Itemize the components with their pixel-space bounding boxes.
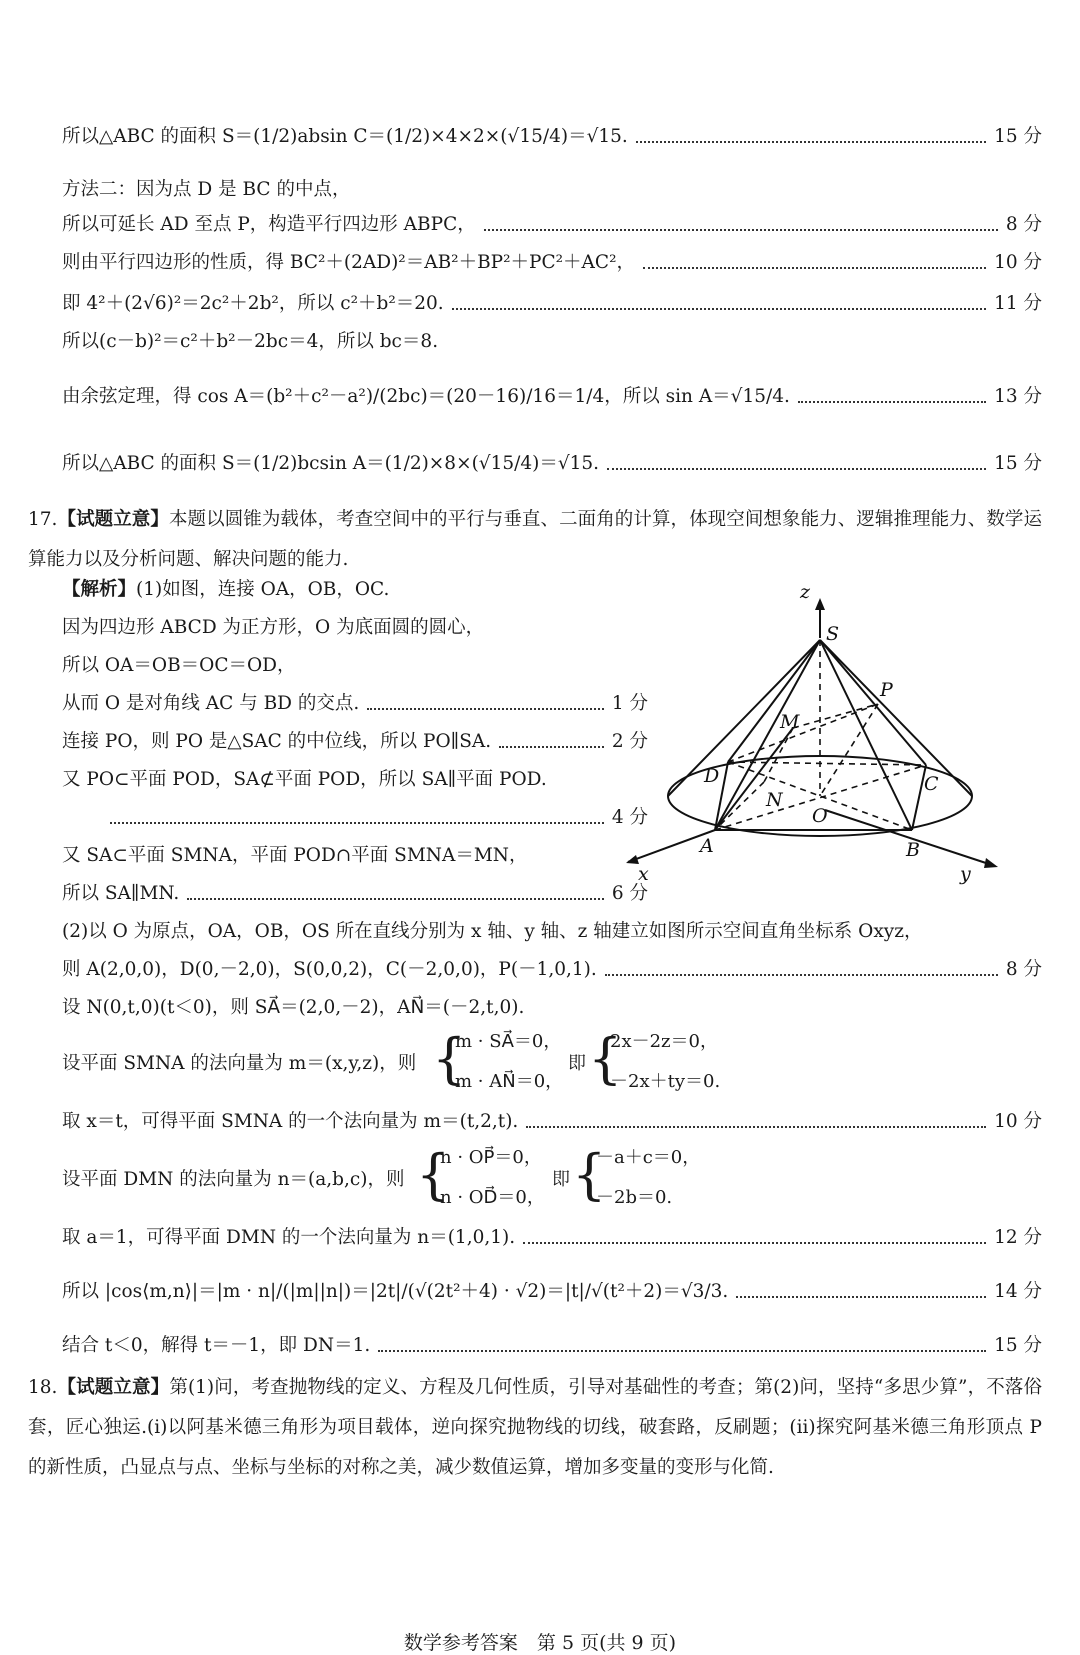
leader-dots (523, 1241, 986, 1244)
brace: { (432, 1027, 467, 1090)
question-number: 17. (28, 509, 58, 530)
question-number: 18. (28, 1377, 58, 1398)
page-footer: 数学参考答案 第 5 页(共 9 页) (403, 1632, 677, 1654)
line-text: 所以可延长 AD 至点 P，构造平行四边形 ABPC， (62, 214, 476, 235)
edge-MA (715, 728, 793, 830)
line-text: 所以△ABC 的面积 S＝(1/2)absin C＝(1/2)×4×2×(√15/4)＝√15. (62, 126, 628, 147)
answer-line (62, 958, 1042, 982)
line-text: 从而 O 是对角线 AC 与 BD 的交点. (62, 693, 360, 714)
leader-dots (367, 707, 604, 710)
leader-dots (110, 821, 604, 824)
equation-system (596, 1146, 700, 1210)
line-text: 设平面 DMN 的法向量为 n＝(a,b,c)，则 (62, 1169, 405, 1190)
answer-line (62, 452, 1042, 476)
label-M: M (780, 711, 800, 733)
label-D: D (704, 765, 720, 787)
leader-dots (526, 1125, 986, 1128)
intent-text: 第(1)问，考查抛物线的定义、方程及几何性质，引导对基础性的考查；第(2)问，坚持“多思少算”，不落俗套，匠心独运.(i)以阿基米德三角形为项目载体，逆向探究抛物线的切线，破套路，反刷题；(ii)探究阿基米德三角形顶点 P 的新性质，凸显点与点、坐标与坐标的对称之美，减少数值运算，增加多变量的变形与化简. (28, 1377, 1042, 1478)
line-text: 即 4²＋(2√6)²＝2c²＋2b²，所以 c²＋b²＝20. (62, 293, 444, 314)
line-text: 由余弦定理，得 cos A＝(b²＋c²－a²)/(2bc)＝(20－16)/16＝1/4，所以 sin A＝√15/4. (62, 386, 790, 407)
leader-dots (452, 307, 986, 310)
score: 6 分 (611, 883, 648, 904)
answer-line (62, 292, 1042, 316)
brace: { (416, 1143, 451, 1206)
score: 8 分 (1005, 959, 1042, 980)
answer-line (62, 178, 1042, 202)
equation-system (455, 1030, 563, 1094)
edge-DC (728, 762, 926, 765)
leader-dots (607, 467, 986, 470)
label-N: N (766, 789, 783, 811)
line-text: 结合 t＜0，解得 t＝－1，即 DN＝1. (62, 1335, 371, 1356)
leader-dots (643, 266, 986, 269)
answer-line (62, 1280, 1042, 1304)
score: 15 分 (994, 126, 1042, 147)
q18-intent (28, 1368, 1042, 1488)
label-z: z (800, 581, 811, 603)
answer-line (62, 578, 648, 602)
label-A: A (700, 835, 714, 857)
equation: －2x＋ty＝0. (610, 1071, 721, 1092)
intent-label: 【试题立意】 (57, 1377, 170, 1398)
equation: m · SA⃗＝0， (455, 1031, 562, 1052)
label-y: y (960, 863, 971, 885)
line-text: (1)如图，连接 OA，OB，OC. (136, 579, 390, 600)
leader-dots (636, 140, 986, 143)
answer-line (62, 330, 1042, 354)
leader-dots (736, 1295, 986, 1298)
label-S: S (826, 623, 840, 645)
answer-line (62, 882, 648, 906)
cone-figure (638, 581, 1040, 920)
line-text: 所以△ABC 的面积 S＝(1/2)bcsin A＝(1/2)×8×(√15/4)＝√15. (62, 453, 600, 474)
leader-dots (378, 1349, 986, 1352)
intent-label: 【试题立意】 (57, 509, 169, 530)
equation-system (610, 1030, 720, 1094)
figure-dashed (715, 640, 926, 830)
line-text: 因为四边形 ABCD 为正方形，O 为底面圆的圆心， (62, 617, 485, 638)
equation: －2b＝0. (596, 1187, 673, 1208)
answer-line (62, 692, 648, 716)
answer-line (62, 125, 1042, 149)
answer-line (62, 385, 1042, 409)
answer-line (62, 1110, 1042, 1134)
answer-line (62, 654, 648, 678)
z-axis-arrow (815, 598, 825, 610)
score: 4 分 (611, 807, 648, 828)
line-text: 取 a＝1，可得平面 DMN 的一个法向量为 n＝(1,0,1). (62, 1227, 516, 1248)
line-text: 设平面 SMNA 的法向量为 m＝(x,y,z)，则 (62, 1053, 417, 1074)
leader-dots (605, 973, 998, 976)
leader-dots (798, 400, 986, 403)
leader-dots (187, 897, 604, 900)
answer-line (62, 844, 648, 868)
answer-line (62, 996, 1042, 1020)
brace: { (588, 1027, 623, 1090)
label-x: x (638, 863, 649, 885)
label-O: O (812, 805, 828, 827)
score: 2 分 (611, 731, 648, 752)
line-text: 所以(c－b)²＝c²＋b²－2bc＝4，所以 bc＝8. (62, 331, 439, 352)
answer-line (62, 920, 1042, 944)
answer-line (62, 730, 648, 754)
label-P: P (880, 679, 893, 701)
answer-line (62, 1226, 1042, 1250)
score: 8 分 (1005, 214, 1042, 235)
line-text: 方法二：因为点 D 是 BC 的中点， (62, 179, 351, 200)
equation-system (440, 1146, 545, 1210)
score: 1 分 (611, 693, 648, 714)
figure-lines (626, 598, 998, 868)
line-text: 设 N(0,t,0)(t＜0)，则 SA⃗＝(2,0,－2)，AN⃗＝(－2,t,0). (62, 997, 525, 1018)
answer-line (110, 806, 648, 830)
line-text: 连接 PO，则 PO 是△SAC 的中位线，所以 PO∥SA. (62, 731, 492, 752)
line-text: 取 x＝t，可得平面 SMNA 的一个法向量为 m＝(t,2,t). (62, 1111, 519, 1132)
score: 13 分 (994, 386, 1042, 407)
score: 10 分 (994, 1111, 1042, 1132)
score: 10 分 (994, 252, 1042, 273)
equation: n · OD⃗＝0， (440, 1187, 545, 1208)
answer-line (62, 213, 1042, 237)
intent-text: 本题以圆锥为载体，考查空间中的平行与垂直、二面角的计算，体现空间想象能力、逻辑推理能力、数学运算能力以及分析问题、解决问题的能力. (28, 509, 1042, 570)
answer-line (62, 768, 648, 792)
y-axis-arrow (984, 858, 998, 868)
answer-line (62, 616, 648, 640)
label-C: C (924, 773, 939, 795)
answer-line (62, 251, 1042, 275)
equation: m · AN⃗＝0， (455, 1071, 564, 1092)
q17-intent (28, 500, 1042, 580)
label-B: B (906, 839, 920, 861)
ji: 即 (552, 1169, 570, 1190)
analysis-label: 【解析】 (62, 579, 137, 600)
line-text: 所以 OA＝OB＝OC＝OD， (62, 655, 296, 676)
leader-dots (499, 745, 604, 748)
equation: n · OP⃗＝0， (440, 1147, 542, 1168)
equation: 2x－2z＝0， (610, 1031, 718, 1052)
score: 15 分 (994, 453, 1042, 474)
score: 11 分 (994, 293, 1042, 314)
leader-dots (484, 228, 998, 231)
score: 12 分 (994, 1227, 1042, 1248)
line-text: 又 PO⊂平面 POD，SA⊄平面 POD，所以 SA∥平面 POD. (62, 769, 547, 790)
line-text: 则 A(2,0,0)，D(0,－2,0)，S(0,0,2)，C(－2,0,0)，P(－1,0,1). (62, 959, 597, 980)
line-text: 所以 SA∥MN. (62, 883, 180, 904)
line-text: (2)以 O 为原点，OA，OB，OS 所在直线分别为 x 轴、y 轴、z 轴建立如图所示空间直角坐标系 Oxyz， (62, 921, 923, 942)
answer-line (62, 1334, 1042, 1358)
brace: { (572, 1143, 607, 1206)
score: 14 分 (994, 1281, 1042, 1302)
edge-SC (820, 640, 926, 765)
line-text: 所以 |cos⟨m,n⟩|＝|m · n|/(|m||n|)＝|2t|/(√(2t²＋4) · √2)＝|t|/√(t²＋2)＝√3/3. (62, 1281, 729, 1302)
equation: －a＋c＝0， (596, 1147, 701, 1168)
edge-MN (764, 728, 793, 782)
ji: 即 (568, 1053, 586, 1074)
line-text: 则由平行四边形的性质，得 BC²＋(2AD)²＝AB²＋BP²＋PC²＋AC²， (62, 252, 635, 273)
line-text: 又 SA⊂平面 SMNA，平面 POD∩平面 SMNA＝MN， (62, 845, 528, 866)
score: 15 分 (994, 1335, 1042, 1356)
